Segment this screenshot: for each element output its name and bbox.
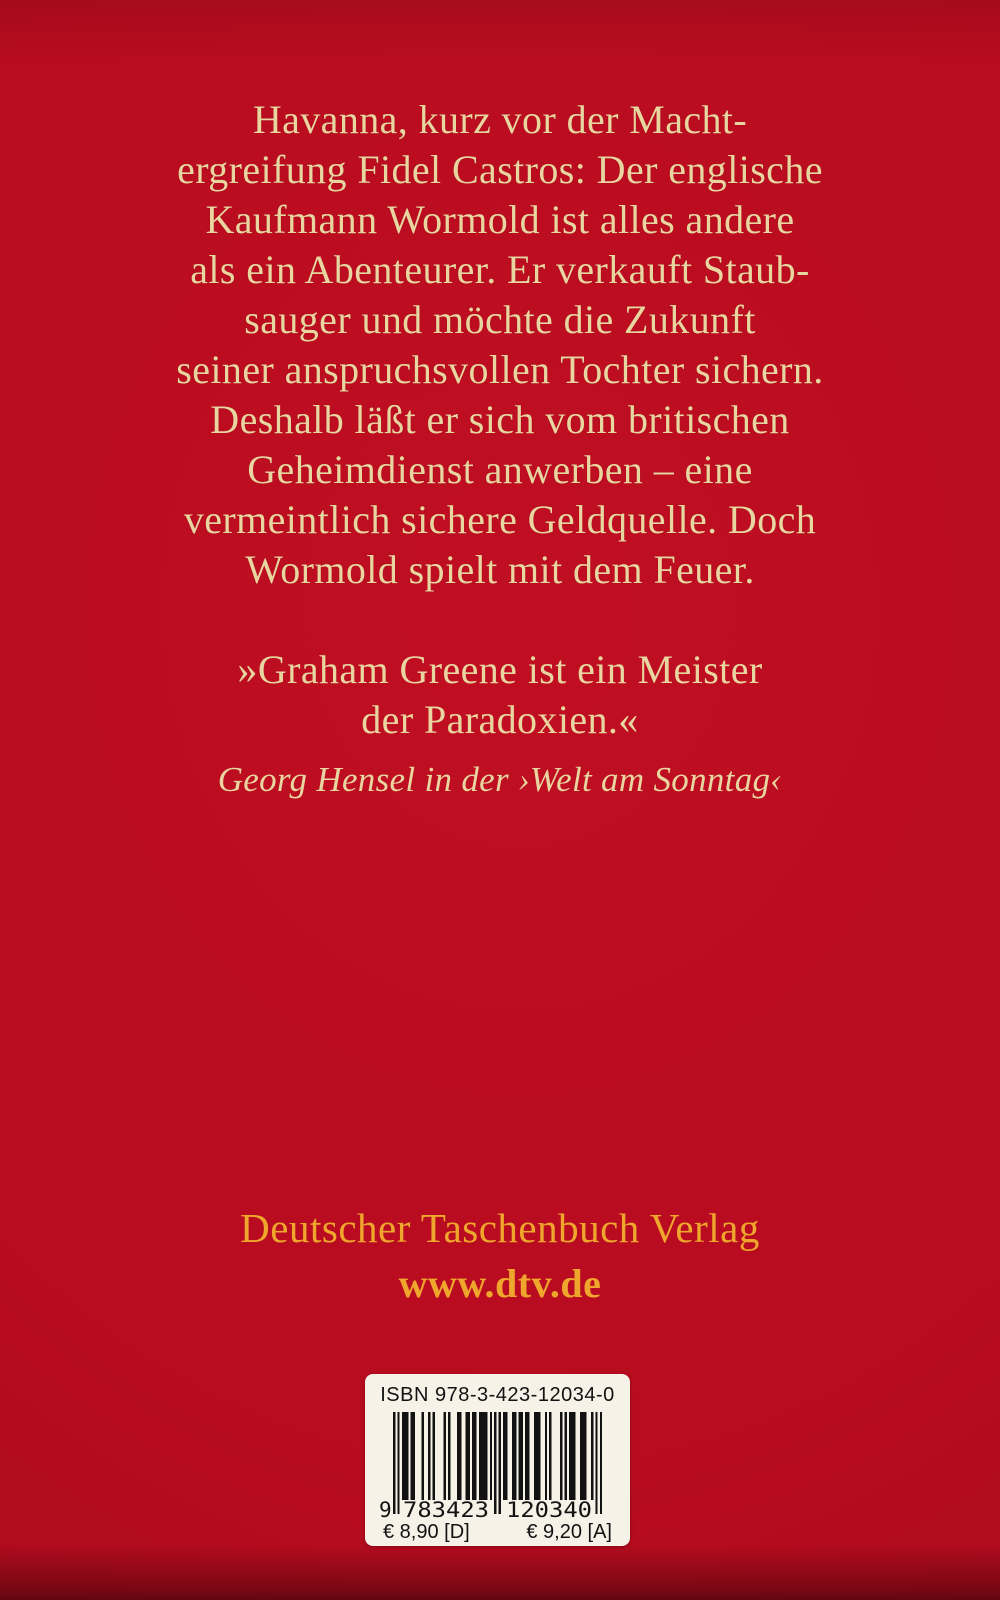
publisher-website: www.dtv.de [398,1261,602,1306]
review-quote [0,645,1000,802]
barcode-digit-group-right: 120340 [505,1498,592,1522]
blurb-line: sauger und möchte die Zukunft [244,297,756,342]
isbn-number: ISBN 978-3-423-12034-0 [380,1384,615,1406]
blurb-line: als ein Abenteurer. Er verkauft Staub- [190,247,810,292]
price-row [365,1520,630,1544]
publisher-name: Deutscher Taschenbuch Verlag [240,1205,760,1251]
quote-line: der Paradoxien.« [361,697,639,742]
blurb-line: ergreifung Fidel Castros: Der englische [177,147,823,192]
quote-line: »Graham Greene ist ein Meister [237,647,763,692]
blurb-line: Geheimdienst anwerben – eine [247,447,753,492]
barcode-digit-group-left: 783423 [402,1498,489,1522]
blurb-line: Deshalb läßt er sich vom britischen [210,397,790,442]
blurb-line: Havanna, kurz vor der Macht- [252,97,748,142]
blurb-line: Kaufmann Wormold ist alles andere [205,197,795,242]
isbn-price-label [365,1374,630,1546]
blurb-line: seiner anspruchsvollen Tochter sichern. [176,347,824,392]
ean-barcode [379,1408,617,1522]
quote-attribution: Georg Hensel in der ›Welt am Sonntag‹ [217,760,783,799]
price-austria: € 9,20 [A] [526,1521,612,1543]
publisher-block [0,1204,1000,1307]
barcode-digit-first: 9 [378,1498,392,1522]
blurb-line: Wormold spielt mit dem Feuer. [245,547,755,592]
blurb-paragraph [0,95,1000,595]
price-germany: € 8,90 [D] [383,1521,470,1543]
blurb-line: vermeintlich sichere Geldquelle. Doch [183,497,817,542]
